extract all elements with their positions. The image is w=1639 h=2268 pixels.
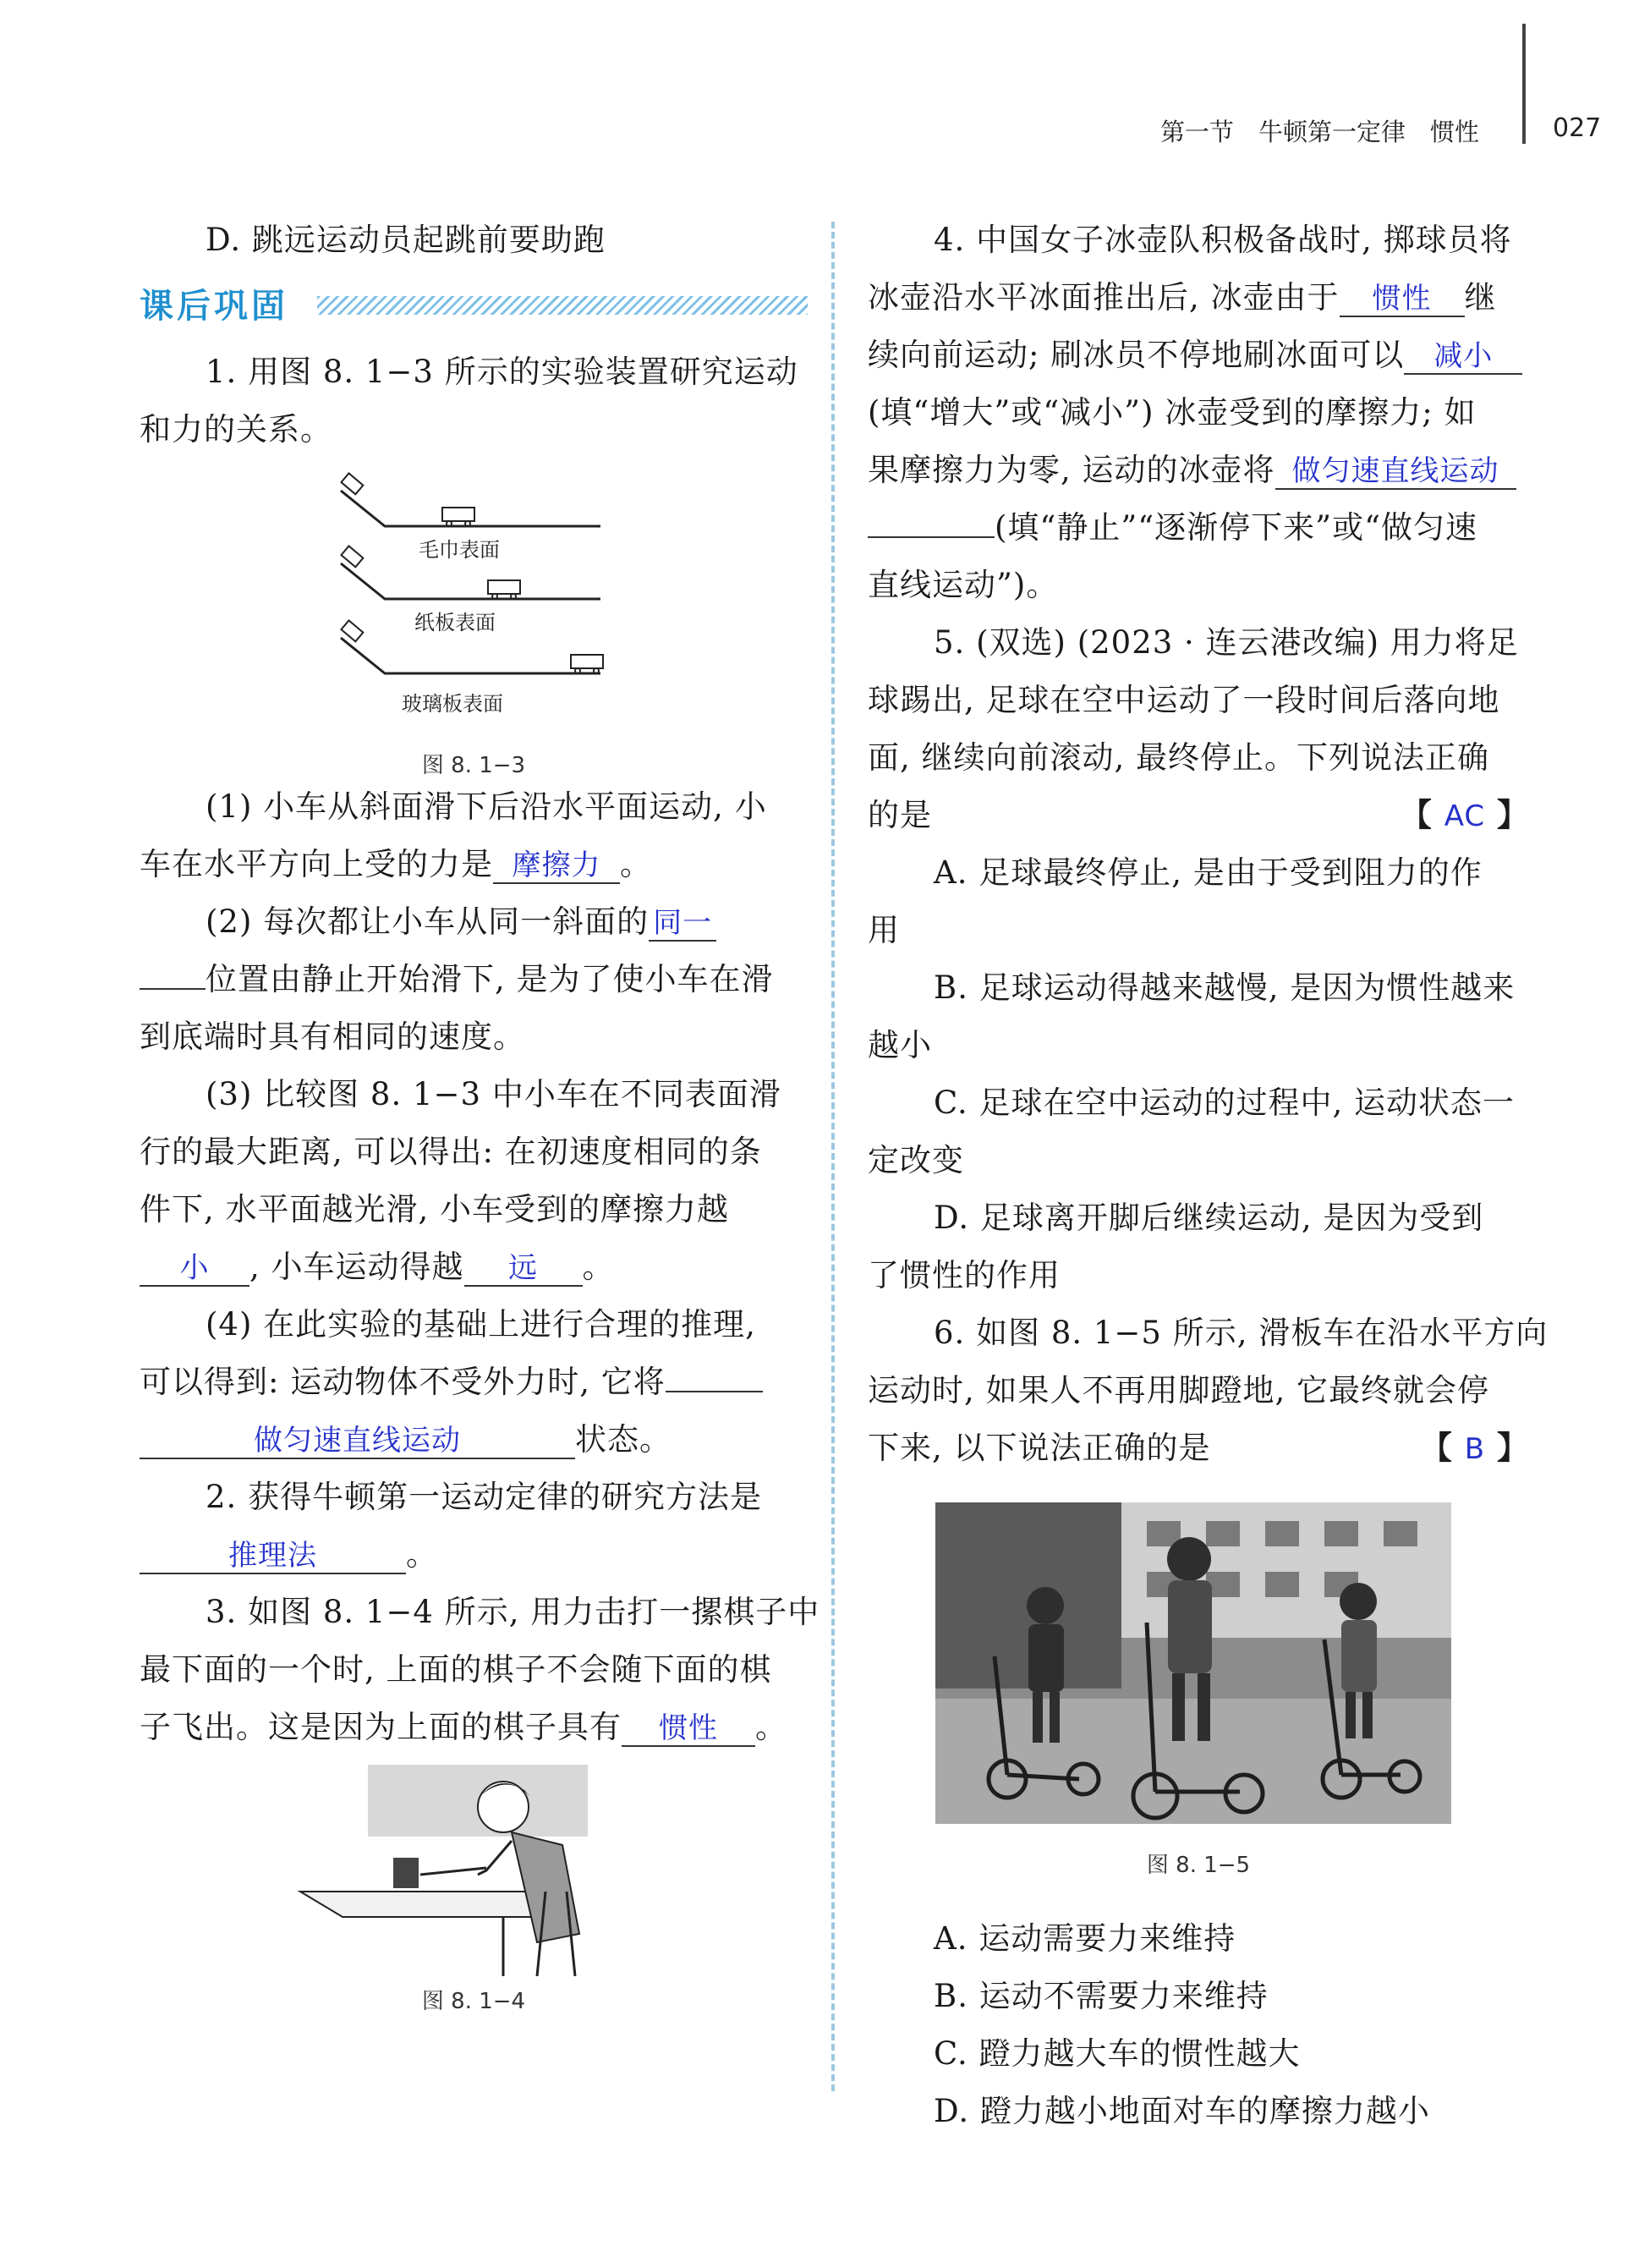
q1-part3-answer1: 小: [179, 1251, 210, 1285]
chess-pieces-illustration: [140, 1765, 808, 1980]
q1-part2-blank[interactable]: [649, 905, 716, 942]
q1-part2-answer: 同一: [653, 906, 713, 940]
q4-blank2[interactable]: [1404, 338, 1522, 375]
column-divider: [831, 222, 835, 2091]
q5-answer: AC: [1444, 799, 1486, 833]
q3-line2: 最下面的一个时, 上面的棋子不会随下面的棋: [140, 1651, 772, 1688]
q6-option-c: C. 蹬力越大车的惯性越大: [934, 2035, 1301, 2072]
q4-text6: (填“静止”“逐渐停下来”或“做匀速: [995, 509, 1478, 546]
q5-option-d-line2: 了惯性的作用: [868, 1257, 1061, 1293]
q1-part3-line2: 行的最大距离, 可以得出: 在初速度相同的条: [140, 1134, 762, 1170]
q5-option-a-line2: 用: [868, 912, 900, 948]
q6-line2: 运动时, 如果人不再用脚蹬地, 它最终就会停: [868, 1372, 1490, 1409]
q1-part2-line2: [140, 951, 808, 1008]
q6-option-d: D. 蹬力越小地面对车的摩擦力越小: [934, 2093, 1430, 2129]
section-hatch-decoration: [317, 296, 808, 315]
q2-end: 。: [406, 1536, 438, 1573]
q2-answer: 推理法: [228, 1539, 317, 1573]
q1-part1-end: 。: [620, 846, 652, 882]
q5-option-b-line1: B. 足球运动得越来越慢, 是因为惯性越来: [934, 969, 1516, 1006]
q4-blank3[interactable]: [1275, 453, 1516, 490]
figure-8-1-4-caption: 图 8. 1−4: [421, 1989, 526, 2014]
label-towel-surface: 毛巾表面: [419, 538, 500, 562]
header-rule: [1522, 24, 1526, 144]
q6-text3: 下来, 以下说法正确的是: [868, 1430, 1211, 1466]
q1-part3-end: 。: [582, 1249, 615, 1285]
q1-part1-line1: (1) 小车从斜面滑下后沿水平面运动, 小: [206, 788, 767, 825]
q1-part2-line1: [140, 893, 808, 951]
question-3: [140, 1584, 820, 2018]
q4-text5: 果摩擦力为零, 运动的冰壶将: [868, 452, 1275, 488]
q1-part1-blank[interactable]: [493, 848, 620, 884]
q1-part1-answer: 摩擦力: [512, 848, 601, 882]
q1-part4-text: 可以得到: 运动物体不受外力时, 它将: [140, 1364, 666, 1400]
label-cardboard-surface: 纸板表面: [414, 611, 496, 634]
q5-option-c-line1: C. 足球在空中运动的过程中, 运动状态一: [934, 1085, 1516, 1121]
q3-line1: 3. 如图 8. 1−4 所示, 用力击打一摞棋子中: [206, 1594, 820, 1630]
q5-option-c-line2: 定改变: [868, 1142, 964, 1178]
q4-line5: [868, 442, 1529, 499]
q1-part4-line1: (4) 在此实验的基础上进行合理的推理,: [206, 1306, 756, 1343]
figure-8-1-5-caption: 图 8. 1−5: [1146, 1853, 1251, 1878]
q1-part2-text2: 位置由静止开始滑下, 是为了使小车在滑: [206, 961, 774, 997]
running-head: 第一节 牛顿第一定律 惯性: [1160, 118, 1480, 146]
question-2: [140, 1469, 808, 1584]
q5-line2: 球踢出, 足球在空中运动了一段时间后落向地: [868, 682, 1500, 718]
q1-part3-mid: , 小车运动得越: [249, 1249, 464, 1285]
q3-text: 子飞出。这是因为上面的棋子具有: [140, 1709, 622, 1745]
q5-option-b-line2: 越小: [868, 1027, 932, 1063]
q1-part3-blank2[interactable]: [464, 1250, 583, 1287]
q3-answer: 惯性: [659, 1711, 718, 1745]
q1-part4-blank-start: [666, 1391, 763, 1392]
q4-text2-post: 继: [1464, 279, 1497, 316]
label-glass-surface: 玻璃板表面: [402, 692, 503, 716]
section-title: 课后巩固: [140, 287, 288, 326]
figure-8-1-5: [868, 1496, 1529, 1910]
q1-part2-line3: 到底端时具有相同的速度。: [140, 1019, 525, 1055]
q6-line1: 6. 如图 8. 1−5 所示, 滑板车在沿水平方向: [934, 1315, 1549, 1351]
q4-line6: [868, 499, 1529, 557]
q4-line4: (填“增大”或“减小”) 冰壶受到的摩擦力; 如: [868, 394, 1477, 431]
q4-text3: 续向前运动; 刷冰员不停地刷冰面可以: [868, 337, 1405, 373]
figure-8-1-4: [140, 1765, 808, 2018]
question-5: [868, 614, 1529, 1304]
q1-part2-text: (2) 每次都让小车从同一斜面的: [206, 903, 650, 940]
q2-blank[interactable]: [140, 1538, 406, 1574]
q6-answer: B: [1464, 1432, 1486, 1466]
prev-option-d: D. 跳远运动员起跳前要助跑: [206, 222, 606, 258]
q1-part4-line3: [140, 1411, 808, 1469]
q3-blank[interactable]: [622, 1711, 755, 1747]
q5-line4: [868, 787, 1529, 844]
q6-line3: [868, 1420, 1529, 1477]
q5-answer-bracket[interactable]: 【 AC 】: [1400, 797, 1529, 833]
page-number: 027: [1553, 113, 1602, 143]
q1-part3-line1: (3) 比较图 8. 1−3 中小车在不同表面滑: [206, 1076, 781, 1112]
q1-part1-text: 车在水平方向上受的力是: [140, 846, 493, 882]
q4-blank1[interactable]: [1340, 281, 1465, 317]
q4-text2: 冰壶沿水平冰面推出后, 冰壶由于: [868, 279, 1340, 316]
q1-part3-line4: [140, 1238, 808, 1296]
q4-line2: [868, 269, 1529, 327]
q1-part4-blank[interactable]: [140, 1423, 575, 1459]
q1-part4-answer: 做匀速直线运动: [254, 1424, 461, 1458]
question-6: [868, 1304, 1549, 2140]
q5-line3: 面, 继续向前滚动, 最终停止。下列说法正确: [868, 739, 1490, 776]
q4-answer1: 惯性: [1372, 282, 1432, 316]
q6-option-b: B. 运动不需要力来维持: [934, 1978, 1269, 2014]
q6-option-a: A. 运动需要力来维持: [934, 1920, 1236, 1957]
section-header: [140, 272, 808, 342]
q4-answer3: 做匀速直线运动: [1291, 454, 1499, 488]
q2-stem: 2. 获得牛顿第一运动定律的研究方法是: [206, 1479, 763, 1515]
q1-part2-blank-cont: [140, 988, 206, 990]
q4-line1: 4. 中国女子冰壶队积极备战时, 掷球员将: [934, 222, 1512, 258]
q4-line7: 直线运动”)。: [868, 567, 1059, 603]
q1-part1-line2: [140, 836, 808, 893]
q1-part4-end: 状态。: [575, 1421, 671, 1458]
ramp-experiment-diagram: [140, 465, 808, 744]
q1-part3-line3: 件下, 水平面越光滑, 小车受到的摩擦力越: [140, 1191, 730, 1227]
figure-8-1-3-caption: 图 8. 1−3: [421, 753, 526, 778]
q4-answer2: 减小: [1433, 339, 1494, 373]
question-1: [140, 343, 808, 1469]
q4-blank3-cont: [868, 536, 995, 538]
left-column: [140, 211, 820, 2018]
q1-stem-line2: 和力的关系。: [140, 411, 332, 448]
q1-part3-answer2: 远: [508, 1251, 539, 1285]
q2-answer-line: [140, 1526, 808, 1584]
q5-line1: 5. (双选) (2023 · 连云港改编) 用力将足: [934, 624, 1519, 661]
q5-option-d-line1: D. 足球离开脚后继续运动, 是因为受到: [934, 1200, 1484, 1236]
q5-option-a-line1: A. 足球最终停止, 是由于受到阻力的作: [934, 854, 1483, 891]
q3-end: 。: [755, 1709, 787, 1745]
q5-text4: 的是: [868, 797, 932, 833]
q3-line3: [140, 1699, 808, 1756]
scooter-children-photo: [868, 1496, 1529, 1834]
q1-part3-blank1[interactable]: [140, 1250, 249, 1287]
figure-8-1-3: [140, 465, 808, 778]
q1-stem-line1: 1. 用图 8. 1−3 所示的实验装置研究运动: [206, 354, 798, 390]
q4-line3: [868, 327, 1529, 384]
q1-part4-line2: [140, 1354, 808, 1411]
question-4: [868, 211, 1529, 614]
right-column: [868, 211, 1549, 2140]
q6-answer-bracket[interactable]: 【 B 】: [1420, 1430, 1529, 1466]
